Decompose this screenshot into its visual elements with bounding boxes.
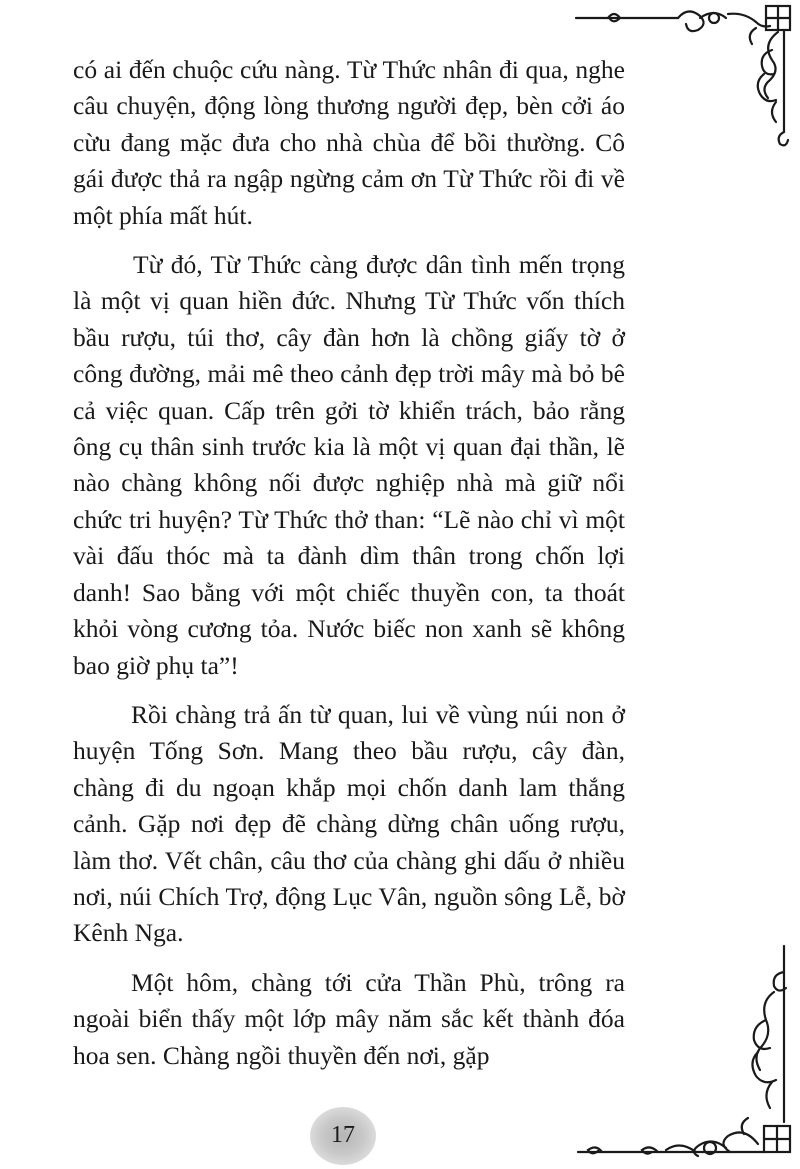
- body-text: [73, 52, 625, 1087]
- paragraph-2: Từ đó, Từ Thức càng được dân tình mến trọng là một vị quan hiền đức. Nhưng Từ Thức vốn thích bầu rượu, túi thơ, cây đàn hơn là chồng giấy tờ ở công đường, mải mê theo cảnh đẹp trời mây mà bỏ bê cả việc quan. Cấp trên gởi tờ khiển trách, bảo rằng ông cụ thân sinh trước kia là một vị quan đại thần, lẽ nào chàng không nối được nghiệp nhà mà giữ nổi chức tri huyện? Từ Thức thở than: “Lẽ nào chỉ vì một vài đấu thóc mà ta đành dìm thân trong chốn lợi danh! Sao bằng với một chiếc thuyền con, ta thoát khỏi vòng cương tỏa. Nước biếc non xanh sẽ không bao giờ phụ ta”!: [73, 250, 625, 680]
- paragraph-1: có ai đến chuộc cứu nàng. Từ Thức nhân đi qua, nghe câu chuyện, động lòng thương người đẹp, bèn cởi áo cừu đang mặc đưa cho nhà chùa để bồi thường. Cô gái được thả ra ngập ngừng cảm ơn Từ Thức rồi đi về một phía mất hút.: [73, 55, 625, 230]
- paragraph-4: Một hôm, chàng tới cửa Thần Phù, trông ra ngoài biển thấy một lớp mây năm sắc kết thành đóa hoa sen. Chàng ngồi thuyền đến nơi, gặp: [73, 967, 625, 1070]
- page-number: 17: [331, 1122, 355, 1148]
- page-number-badge: [310, 1107, 376, 1165]
- paragraph-3: Rồi chàng trả ấn từ quan, lui về vùng núi non ở huyện Tống Sơn. Mang theo bầu rượu, cây đàn, chàng đi du ngoạn khắp mọi chốn danh lam thắng cảnh. Gặp nơi đẹp đẽ chàng dừng chân uống rượu, làm thơ. Vết chân, câu thơ của chàng ghi dấu ở nhiều nơi, núi Chích Trợ, động Lục Vân, nguồn sông Lễ, bờ Kênh Nga.: [73, 699, 625, 948]
